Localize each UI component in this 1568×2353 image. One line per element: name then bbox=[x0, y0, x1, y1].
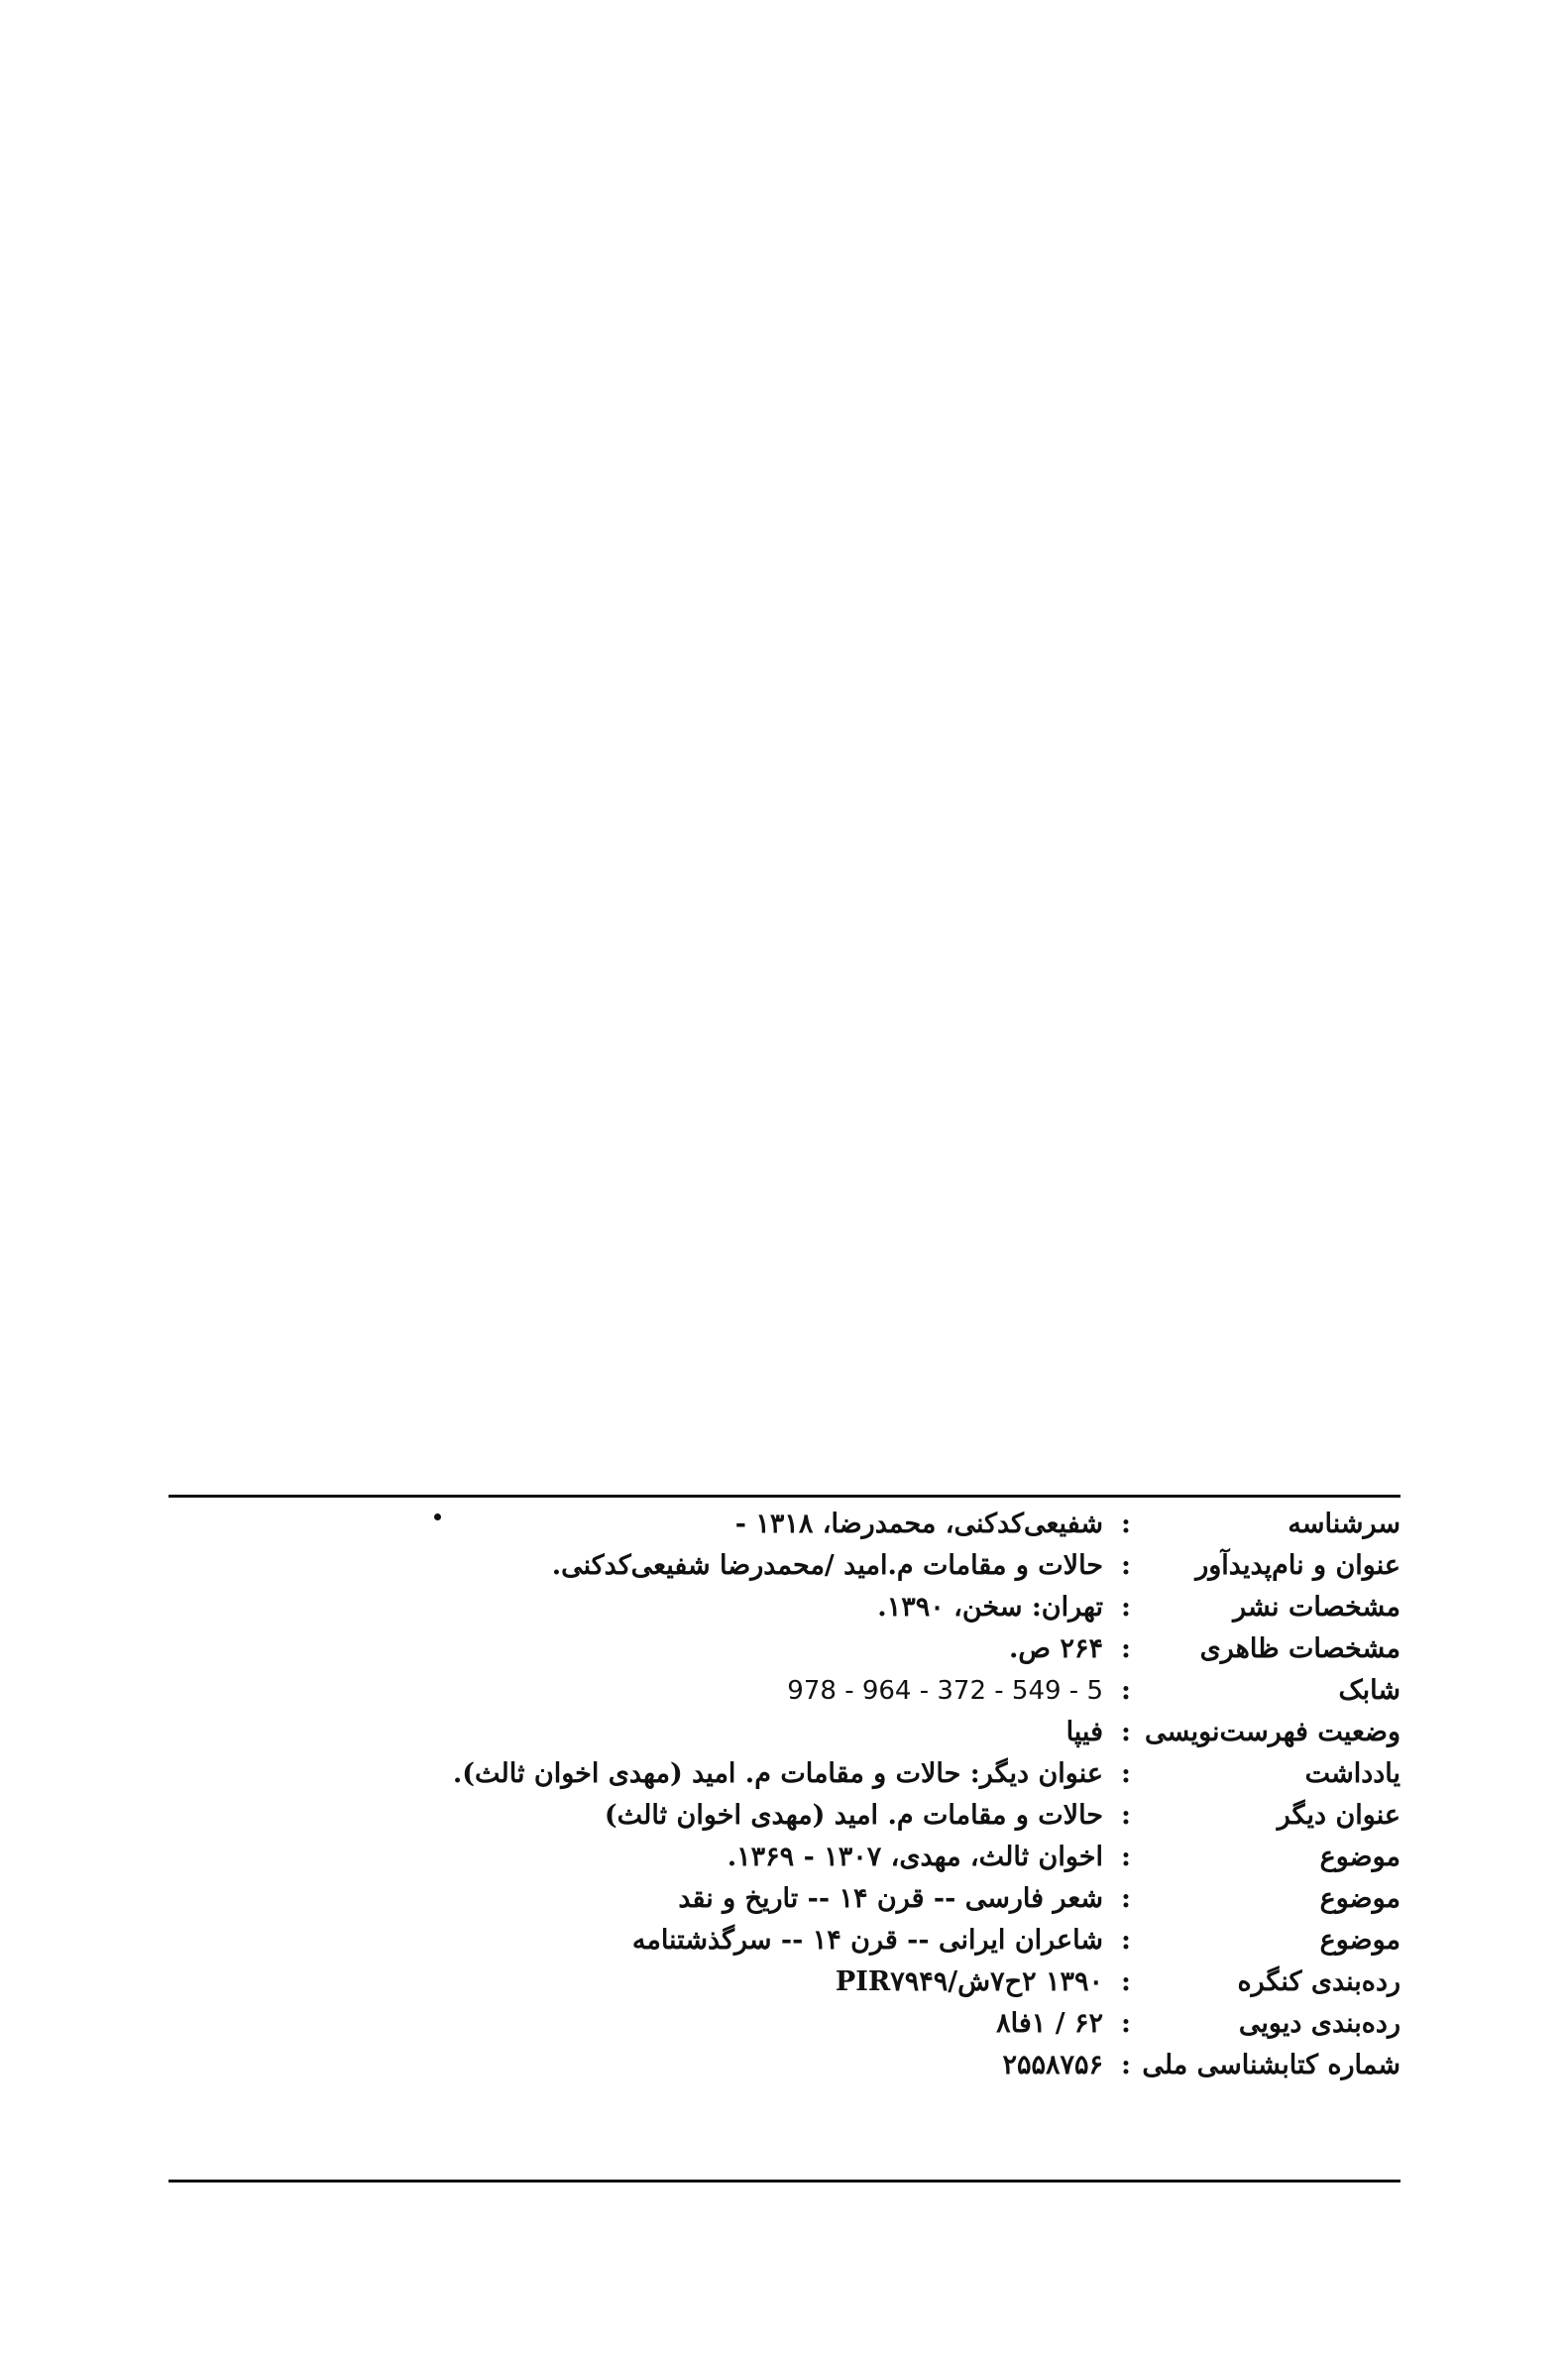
entry-separator: : bbox=[1121, 1550, 1131, 1581]
entry-separator: : bbox=[1121, 1758, 1131, 1789]
entry-separator: : bbox=[1121, 2008, 1131, 2039]
entry-label: رده‌بندی کنگره bbox=[1237, 1966, 1400, 1997]
entry-separator: : bbox=[1121, 1675, 1131, 1706]
entry-label: رده‌بندی دیویی bbox=[1238, 2008, 1400, 2039]
catalog-entry-subject-3 bbox=[168, 1920, 1400, 1961]
entry-separator: : bbox=[1121, 1883, 1131, 1914]
catalog-entry-isbn bbox=[168, 1670, 1400, 1712]
catalog-entry-title-statement bbox=[168, 1545, 1400, 1587]
entry-value: شفیعی‌کدکنی، محمدرضا، ۱۳۱۸ - bbox=[734, 1509, 1103, 1539]
entry-label: وضعیت فهرست‌نویسی bbox=[1144, 1717, 1400, 1747]
catalog-entry-cataloging-status bbox=[168, 1712, 1400, 1753]
entry-value: اخوان ثالث، مهدی، ۱۳۰۷ - ۱۳۶۹. bbox=[727, 1842, 1103, 1872]
entry-value: عنوان دیگر: حالات و مقامات م. امید (مهدی اخوان ثالث). bbox=[452, 1758, 1103, 1789]
entry-value: فیپا bbox=[1065, 1717, 1103, 1747]
catalog-entry-lc-classification bbox=[168, 1961, 1400, 2003]
entry-value: شاعران ایرانی -- قرن ۱۴ -- سرگذشتنامه bbox=[631, 1925, 1103, 1956]
entry-label: موضوع bbox=[1319, 1925, 1400, 1956]
entry-label: موضوع bbox=[1319, 1842, 1400, 1872]
entry-label: مشخصات ظاهری bbox=[1199, 1633, 1400, 1664]
entry-separator: : bbox=[1121, 1800, 1131, 1831]
entry-separator: : bbox=[1121, 1592, 1131, 1623]
entry-label: عنوان و نام‌پدیدآور bbox=[1195, 1550, 1400, 1581]
entry-separator: : bbox=[1121, 1966, 1131, 1997]
entry-separator: : bbox=[1121, 2050, 1131, 2080]
entry-value: تهران: سخن، ۱۳۹۰. bbox=[877, 1592, 1103, 1623]
entry-value: ۲۵۵۸۷۵۶ bbox=[1002, 2050, 1103, 2080]
entry-label: شماره کتابشناسی ملی bbox=[1142, 2050, 1400, 2080]
catalog-entry-subject-1 bbox=[168, 1837, 1400, 1878]
entry-label: شابک bbox=[1338, 1675, 1400, 1706]
catalog-entry-subject-2 bbox=[168, 1878, 1400, 1920]
entry-value: حالات و مقامات م. امید (مهدی اخوان ثالث) bbox=[604, 1800, 1103, 1831]
entry-separator: : bbox=[1121, 1509, 1131, 1539]
entry-separator: : bbox=[1121, 1717, 1131, 1747]
bottom-rule bbox=[168, 2180, 1400, 2183]
catalog-entry-dewey-classification bbox=[168, 2003, 1400, 2045]
catalog-entry-publication bbox=[168, 1587, 1400, 1628]
cataloging-in-publication-block bbox=[168, 1504, 1400, 2086]
entry-value: ۱۳۹۰ ۲ح۷ش/PIR۷۹۴۹ bbox=[835, 1966, 1103, 1997]
entry-value: شعر فارسی -- قرن ۱۴ -- تاریخ و نقد bbox=[678, 1883, 1103, 1914]
entry-separator: : bbox=[1121, 1925, 1131, 1956]
entry-value: ۶۲ / ۱فا۸ bbox=[996, 2008, 1103, 2039]
catalog-entry-note bbox=[168, 1753, 1400, 1795]
entry-separator: : bbox=[1121, 1842, 1131, 1872]
entry-label: یادداشت bbox=[1304, 1758, 1400, 1789]
catalog-entry-national-bibliography-number bbox=[168, 2045, 1400, 2086]
entry-value: حالات و مقامات م.امید /محمدرضا شفیعی‌کدکنی. bbox=[551, 1550, 1103, 1581]
isbn-value: 978 - 964 - 372 - 549 - 5 bbox=[787, 1676, 1103, 1706]
entry-value: ۲۶۴ ص. bbox=[1009, 1633, 1103, 1664]
entry-label: سرشناسه bbox=[1288, 1509, 1400, 1539]
catalog-entry-variant-title bbox=[168, 1795, 1400, 1837]
catalog-entry-physical-description bbox=[168, 1628, 1400, 1670]
entry-separator: : bbox=[1121, 1633, 1131, 1664]
entry-label: مشخصات نشر bbox=[1233, 1592, 1400, 1623]
entry-label: عنوان دیگر bbox=[1277, 1800, 1400, 1831]
catalog-entry-main-entry bbox=[168, 1504, 1400, 1545]
entry-label: موضوع bbox=[1319, 1883, 1400, 1914]
top-rule bbox=[168, 1495, 1400, 1498]
